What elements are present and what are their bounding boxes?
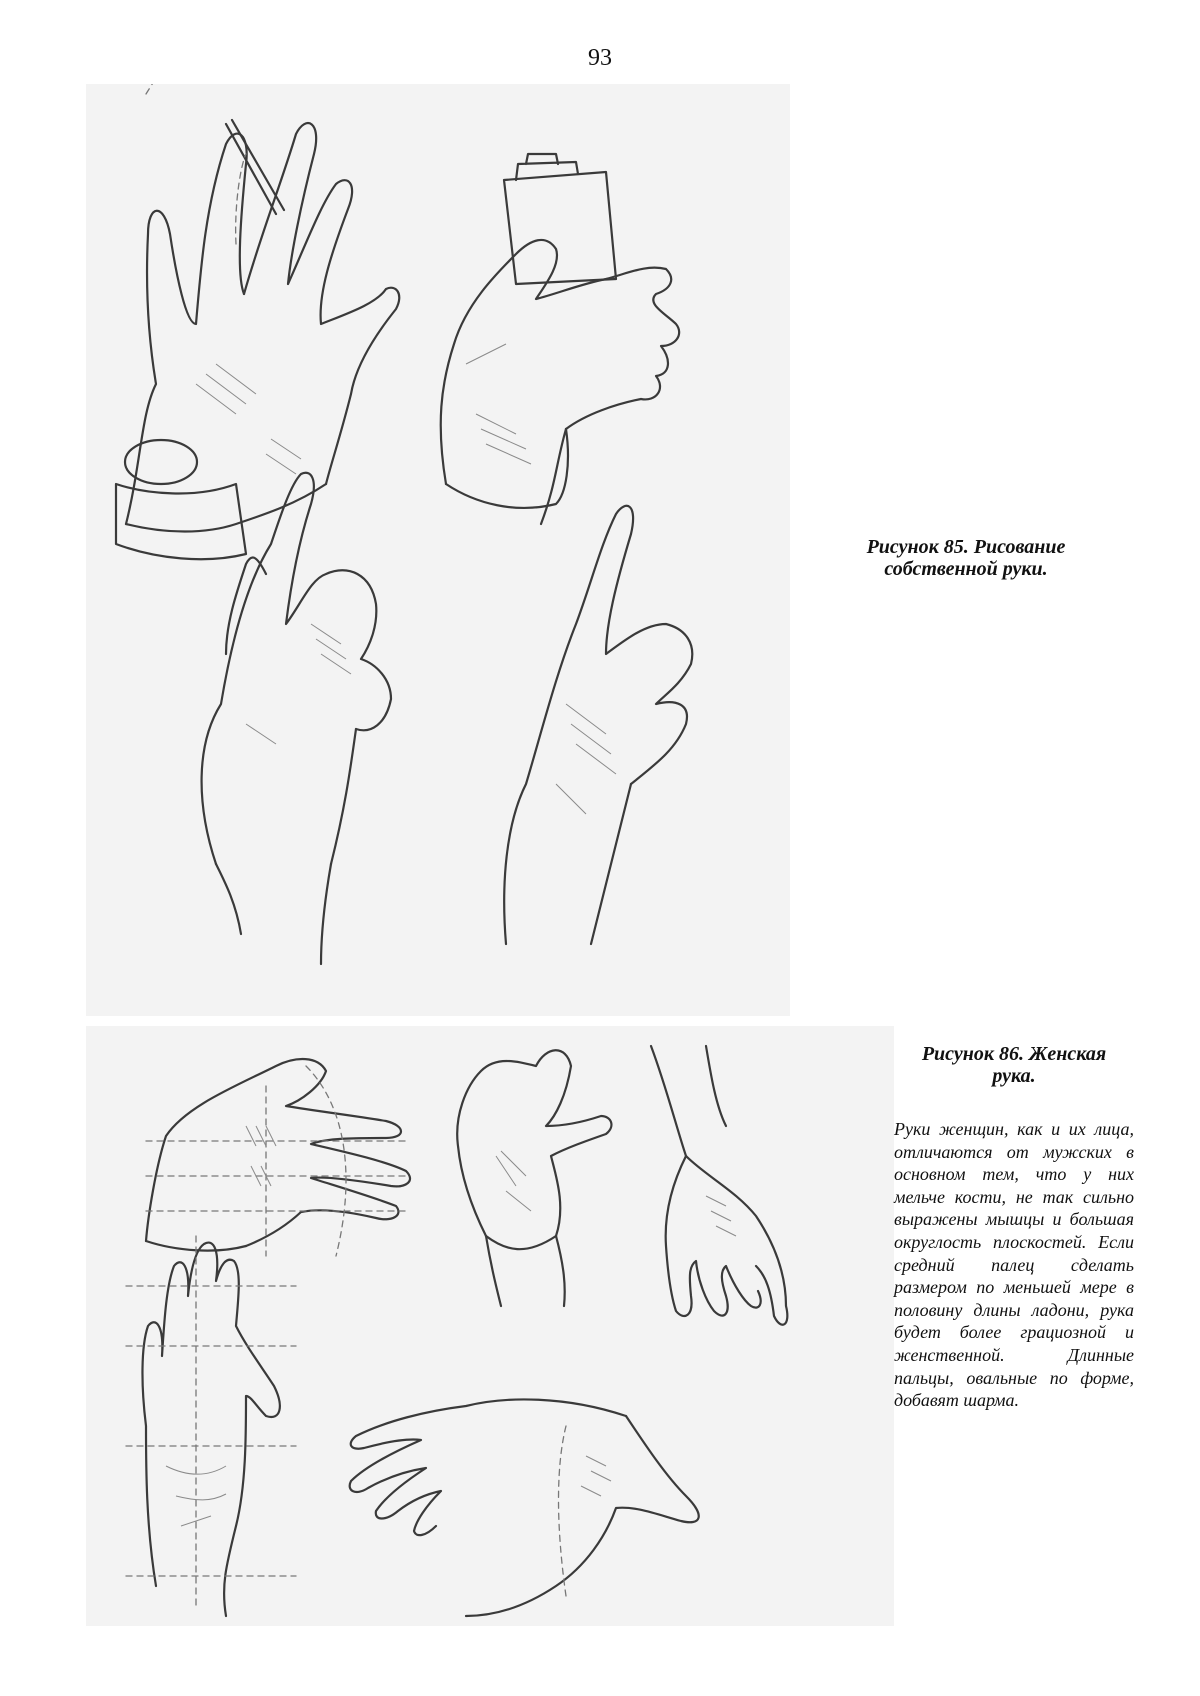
pencil-hand-sketches-icon [86,84,790,1016]
figure-86-description: Руки женщин, как и их лица, отличаются от мужских в основном тем, что у них мельче кости, не так сильно выражены мышцы и большая округлость плоскостей. Если средний палец сделать размером по меньшей мере в половину длины ладони, рука будет более грациозной и женственной. Длинные пальцы, овальные по форме, добавят шарма. [894,1119,1134,1411]
figure-85-caption-line2: собственной руки. [884,558,1048,580]
figure-85-caption-line1: Рисунок 85. Рисование [866,536,1066,558]
construction-hand-sketch [146,1059,410,1256]
figure-85-caption [824,536,1108,580]
figure-86-illustration [86,1026,894,1626]
page-number: 93 [588,45,612,71]
hand-holding-sketch [457,1050,611,1306]
figure-85-illustration [86,84,790,1016]
palm-construction-sketch [126,1236,296,1616]
hand-reclining-sketch [350,1399,699,1616]
hand-with-lighter-sketch [441,154,679,524]
hand-raised-finger-sketch [504,506,692,944]
hand-with-cigarette-sketch [116,84,399,559]
figure-86-caption [894,1043,1134,1087]
figure-86-caption-line2: рука. [992,1065,1036,1087]
figure-86-caption-line1: Рисунок 86. Женская [921,1043,1107,1065]
hand-curled-fingers-sketch [202,473,391,964]
female-hand-sketches-icon [86,1026,894,1626]
hand-hanging-sketch [651,1046,787,1325]
